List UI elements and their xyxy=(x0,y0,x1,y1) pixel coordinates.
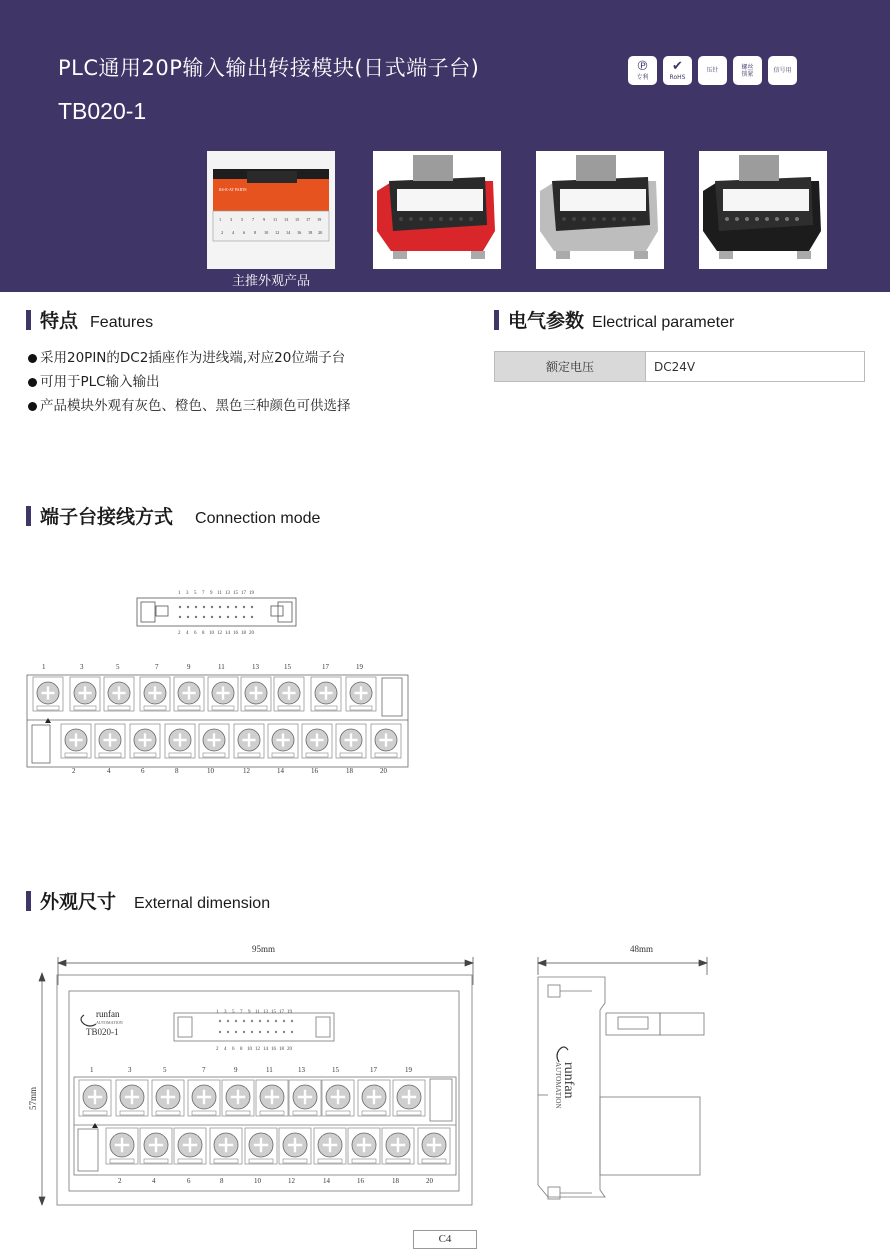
front-connector-top-labels xyxy=(216,1010,293,1015)
terminal-screw-icon xyxy=(274,677,304,711)
svg-text:runfan: runfan xyxy=(561,1062,576,1099)
section-bar xyxy=(26,310,31,330)
svg-text:20: 20 xyxy=(287,1047,292,1052)
width-dimension-line xyxy=(58,957,473,985)
depth-label: 48mm xyxy=(630,944,654,954)
svg-text:12: 12 xyxy=(243,767,250,775)
svg-text:15: 15 xyxy=(332,1066,339,1074)
svg-text:16: 16 xyxy=(297,230,302,235)
connector-top-labels xyxy=(178,591,255,596)
list-item: 采用20PIN的DC2插座作为进线端,对应20位端子台 xyxy=(28,346,351,370)
svg-text:10: 10 xyxy=(207,767,214,775)
terminal-screw-icon xyxy=(382,1128,414,1164)
svg-text:9: 9 xyxy=(263,217,266,222)
model-number: TB020-1 xyxy=(58,98,147,124)
svg-text:15: 15 xyxy=(295,217,300,222)
svg-text:3: 3 xyxy=(128,1066,132,1074)
svg-text:14: 14 xyxy=(263,1047,268,1052)
height-dimension-line xyxy=(39,973,45,1205)
dc2-connector xyxy=(137,598,296,626)
svg-text:19: 19 xyxy=(287,1010,292,1015)
svg-text:5: 5 xyxy=(163,1066,167,1074)
svg-text:14: 14 xyxy=(225,631,230,636)
svg-text:7: 7 xyxy=(202,1066,206,1074)
svg-text:6: 6 xyxy=(194,631,197,636)
svg-text:18: 18 xyxy=(241,631,246,636)
svg-text:17: 17 xyxy=(241,591,246,596)
terminal-screw-icon xyxy=(322,1080,354,1116)
terminal-screw-icon xyxy=(70,677,100,711)
svg-text:11: 11 xyxy=(217,591,222,596)
electrical-title-en: Electrical parameter xyxy=(592,314,735,331)
terminal-screw-icon xyxy=(199,724,229,758)
width-label: 95mm xyxy=(252,944,276,954)
terminal-screw-icon xyxy=(130,724,160,758)
svg-text:8: 8 xyxy=(240,1047,243,1052)
terminal-screw-icon xyxy=(174,677,204,711)
svg-text:8: 8 xyxy=(254,230,257,235)
svg-text:19: 19 xyxy=(317,217,322,222)
orange-terminal-photo xyxy=(207,151,335,269)
svg-text:1: 1 xyxy=(216,1010,219,1015)
svg-text:1: 1 xyxy=(90,1066,94,1074)
svg-text:12: 12 xyxy=(255,1047,260,1052)
svg-text:3: 3 xyxy=(230,217,233,222)
connection-title-en: Connection mode xyxy=(195,510,321,527)
svg-text:11: 11 xyxy=(218,663,225,671)
svg-text:2: 2 xyxy=(72,767,76,775)
photo-module-text: RS-E-AT PARTS xyxy=(219,187,247,192)
red-module-photo xyxy=(373,151,501,269)
patent-icon: ℗ 专利 xyxy=(628,56,657,85)
height-label: 57mm xyxy=(28,1086,38,1110)
param-value: DC24V xyxy=(654,359,696,374)
svg-text:10: 10 xyxy=(254,1177,261,1185)
svg-text:7: 7 xyxy=(155,663,159,671)
front-connector-pins xyxy=(219,1020,293,1033)
svg-text:5: 5 xyxy=(194,591,197,596)
front-top-terminal-labels xyxy=(90,1066,413,1074)
svg-text:19: 19 xyxy=(249,591,254,596)
bullet-icon xyxy=(28,378,37,387)
terminal-screw-icon xyxy=(289,1080,321,1116)
features-heading xyxy=(26,306,153,333)
svg-text:2: 2 xyxy=(221,230,224,235)
svg-text:17: 17 xyxy=(279,1010,284,1015)
terminal-screw-icon xyxy=(95,724,125,758)
terminal-screw-icon xyxy=(152,1080,184,1116)
dimension-title-en: External dimension xyxy=(134,895,271,912)
terminal-screw-icon xyxy=(358,1080,390,1116)
terminal-screw-icon xyxy=(222,1080,254,1116)
terminal-screw-icon xyxy=(314,1128,346,1164)
terminal-screw-icon xyxy=(210,1128,242,1164)
svg-text:7: 7 xyxy=(202,591,205,596)
electrical-title-cn: 电气参数 xyxy=(508,310,585,332)
features-list xyxy=(28,346,351,418)
terminal-screw-icon xyxy=(188,1080,220,1116)
svg-text:5: 5 xyxy=(232,1010,235,1015)
svg-text:19: 19 xyxy=(356,663,363,671)
svg-text:8: 8 xyxy=(202,631,205,636)
param-key: 额定电压 xyxy=(495,352,646,381)
connection-title-cn: 端子台接线方式 xyxy=(40,506,174,528)
svg-text:12: 12 xyxy=(288,1177,295,1185)
svg-text:4: 4 xyxy=(186,631,189,636)
svg-text:17: 17 xyxy=(370,1066,377,1074)
terminal-screw-icon xyxy=(33,677,63,711)
svg-text:18: 18 xyxy=(308,230,313,235)
svg-text:5: 5 xyxy=(116,663,120,671)
terminal-screw-icon xyxy=(371,724,401,758)
svg-text:9: 9 xyxy=(248,1010,251,1015)
svg-text:13: 13 xyxy=(298,1066,305,1074)
terminal-screw-icon xyxy=(418,1128,450,1164)
svg-text:5: 5 xyxy=(241,217,244,222)
list-item: 产品模块外观有灰色、橙色、黑色三种颜色可供选择 xyxy=(28,394,351,418)
svg-text:4: 4 xyxy=(224,1047,227,1052)
front-bottom-terminal-labels xyxy=(118,1177,434,1185)
svg-text:3: 3 xyxy=(224,1010,227,1015)
svg-text:11: 11 xyxy=(255,1010,260,1015)
svg-text:AUTOMATION: AUTOMATION xyxy=(96,1020,123,1025)
connector-pins xyxy=(179,606,253,618)
svg-text:6: 6 xyxy=(232,1047,235,1052)
svg-text:4: 4 xyxy=(152,1177,156,1185)
svg-text:10: 10 xyxy=(264,230,269,235)
terminal-screw-icon xyxy=(140,1128,172,1164)
features-title-en: Features xyxy=(90,314,154,331)
black-module-photo xyxy=(699,151,827,269)
top-terminal-labels xyxy=(42,663,364,671)
terminal-screw-icon xyxy=(106,1128,138,1164)
svg-text:16: 16 xyxy=(233,631,238,636)
svg-text:1: 1 xyxy=(42,663,46,671)
photo-caption: 主推外观产品 xyxy=(231,274,310,289)
gray-module-photo xyxy=(536,151,664,269)
terminal-screw-icon xyxy=(311,677,341,711)
section-bar xyxy=(26,891,31,911)
svg-text:8: 8 xyxy=(175,767,179,775)
bullet-icon xyxy=(28,354,37,363)
side-brand-logo-icon xyxy=(554,1047,576,1109)
svg-text:runfan: runfan xyxy=(96,1009,120,1019)
svg-text:17: 17 xyxy=(306,217,311,222)
svg-text:10: 10 xyxy=(209,631,214,636)
svg-text:8: 8 xyxy=(220,1177,224,1185)
svg-text:3: 3 xyxy=(186,591,189,596)
connector-bottom-labels xyxy=(178,631,255,636)
svg-text:9: 9 xyxy=(187,663,191,671)
rohs-check-icon: ✔ RoHS xyxy=(663,56,692,85)
svg-text:13: 13 xyxy=(225,591,230,596)
svg-text:16: 16 xyxy=(311,767,318,775)
svg-text:14: 14 xyxy=(286,230,291,235)
svg-text:20: 20 xyxy=(249,631,254,636)
svg-text:6: 6 xyxy=(141,767,145,775)
svg-text:13: 13 xyxy=(252,663,259,671)
terminal-screw-icon xyxy=(61,724,91,758)
section-bar xyxy=(494,310,499,330)
svg-text:4: 4 xyxy=(232,230,235,235)
electrical-heading xyxy=(494,306,734,333)
svg-text:10: 10 xyxy=(247,1047,252,1052)
svg-text:11: 11 xyxy=(266,1066,273,1074)
crimp-pin-icon: 压针 xyxy=(698,56,727,85)
svg-text:17: 17 xyxy=(322,663,329,671)
svg-text:13: 13 xyxy=(284,217,289,222)
dimension-drawing xyxy=(0,935,890,1220)
svg-text:AUTOMATION: AUTOMATION xyxy=(554,1062,562,1109)
svg-text:6: 6 xyxy=(243,230,246,235)
svg-text:15: 15 xyxy=(233,591,238,596)
svg-text:16: 16 xyxy=(357,1177,364,1185)
feature-badges xyxy=(628,56,797,85)
signal-icon: 信号用 xyxy=(768,56,797,85)
front-terminal-screws xyxy=(79,1080,450,1164)
terminal-screw-icon xyxy=(104,677,134,711)
svg-text:18: 18 xyxy=(392,1177,399,1185)
terminal-screws xyxy=(33,677,401,758)
terminal-screw-icon xyxy=(165,724,195,758)
svg-text:15: 15 xyxy=(284,663,291,671)
front-model-label: TB020-1 xyxy=(86,1027,119,1037)
terminal-screw-icon xyxy=(393,1080,425,1116)
terminal-screw-icon xyxy=(174,1128,206,1164)
svg-text:19: 19 xyxy=(405,1066,412,1074)
terminal-screw-icon xyxy=(116,1080,148,1116)
section-bar xyxy=(26,506,31,526)
svg-text:20: 20 xyxy=(318,230,323,235)
svg-text:11: 11 xyxy=(273,217,278,222)
dimension-heading xyxy=(26,887,270,914)
features-title-cn: 特点 xyxy=(40,310,79,332)
terminal-screw-icon xyxy=(79,1080,111,1116)
svg-text:7: 7 xyxy=(240,1010,243,1015)
dimension-title-cn: 外观尺寸 xyxy=(40,891,117,913)
svg-text:12: 12 xyxy=(275,230,280,235)
front-connector-bottom-labels xyxy=(216,1047,293,1052)
svg-text:6: 6 xyxy=(187,1177,191,1185)
terminal-screw-icon xyxy=(256,1080,288,1116)
svg-text:1: 1 xyxy=(219,217,222,222)
svg-text:9: 9 xyxy=(234,1066,238,1074)
svg-text:2: 2 xyxy=(118,1177,122,1185)
terminal-screw-icon xyxy=(302,724,332,758)
terminal-screw-icon xyxy=(348,1128,380,1164)
svg-text:15: 15 xyxy=(271,1010,276,1015)
svg-text:2: 2 xyxy=(216,1047,219,1052)
brand-logo-icon xyxy=(81,1009,123,1026)
screw-lock-icon: 螺丝锁紧 xyxy=(733,56,762,85)
svg-text:12: 12 xyxy=(217,631,222,636)
pin1-marker-icon xyxy=(92,1123,98,1128)
terminal-screw-icon xyxy=(208,677,238,711)
svg-text:20: 20 xyxy=(380,767,387,775)
terminal-screw-icon xyxy=(279,1128,311,1164)
pin1-marker-icon xyxy=(45,718,51,723)
svg-text:13: 13 xyxy=(263,1010,268,1015)
connection-diagram xyxy=(0,580,890,780)
terminal-screw-icon xyxy=(234,724,264,758)
svg-text:14: 14 xyxy=(323,1177,330,1185)
svg-text:16: 16 xyxy=(271,1047,276,1052)
bullet-icon xyxy=(28,402,37,411)
terminal-screw-icon xyxy=(245,1128,277,1164)
depth-dimension-line xyxy=(538,957,707,975)
svg-text:20: 20 xyxy=(426,1177,433,1185)
bottom-terminal-labels xyxy=(72,767,388,775)
electrical-table xyxy=(494,351,865,382)
terminal-screw-icon xyxy=(346,677,376,711)
svg-text:14: 14 xyxy=(277,767,284,775)
connection-heading xyxy=(26,502,320,529)
terminal-screw-icon xyxy=(140,677,170,711)
svg-text:2: 2 xyxy=(178,631,181,636)
svg-text:7: 7 xyxy=(252,217,255,222)
terminal-screw-icon xyxy=(241,677,271,711)
terminal-screw-icon xyxy=(268,724,298,758)
svg-text:4: 4 xyxy=(107,767,111,775)
svg-text:18: 18 xyxy=(346,767,353,775)
svg-text:18: 18 xyxy=(279,1047,284,1052)
svg-text:1: 1 xyxy=(178,591,181,596)
svg-text:9: 9 xyxy=(210,591,213,596)
terminal-screw-icon xyxy=(336,724,366,758)
svg-text:3: 3 xyxy=(80,663,84,671)
list-item: 可用于PLC输入输出 xyxy=(28,370,351,394)
header-banner xyxy=(0,0,890,292)
page-title: PLC通用20P输入输出转接模块(日式端子台) xyxy=(58,56,480,80)
page-number: C4 xyxy=(413,1230,477,1249)
